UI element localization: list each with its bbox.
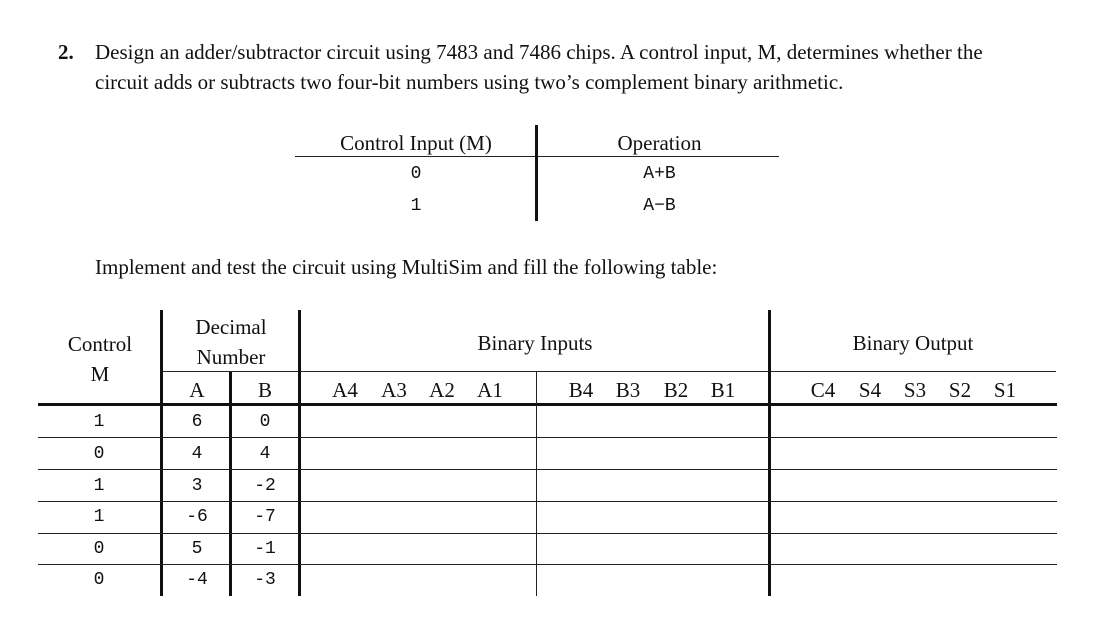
row-4-b: -7 (254, 507, 276, 527)
row-5-m: 0 (93, 539, 105, 559)
header-bottom-rule (38, 403, 1057, 406)
row-4-a: -6 (186, 507, 208, 527)
row-2-b: 4 (259, 444, 271, 464)
bit-b1-header: B1 (710, 378, 736, 402)
control-row-1-m: 0 (410, 164, 422, 184)
operation-header: Operation (617, 131, 702, 155)
binary-inputs-divider (768, 310, 771, 596)
binary-inputs-header: Binary Inputs (477, 331, 593, 355)
bit-b3-header: B3 (615, 378, 641, 402)
row-3-b: -2 (254, 476, 276, 496)
decimal-header: Decimal (195, 315, 267, 339)
row-separator (38, 501, 1057, 502)
row-2-m: 0 (93, 444, 105, 464)
row-6-m: 0 (93, 570, 105, 590)
subheader-rule (163, 371, 1056, 372)
row-2-a: 4 (191, 444, 203, 464)
bit-a3-header: A3 (381, 378, 407, 402)
row-6-b: -3 (254, 570, 276, 590)
control-row-1-op: A+B (643, 164, 676, 184)
row-separator (38, 533, 1057, 534)
row-1-m: 1 (93, 412, 105, 432)
row-6-a: -4 (186, 570, 208, 590)
question-number: 2. (58, 40, 74, 64)
row-3-a: 3 (191, 476, 203, 496)
a-bits-b-bits-divider (536, 372, 537, 596)
bit-a4-header: A4 (332, 378, 358, 402)
bit-b2-header: B2 (663, 378, 689, 402)
bit-b4-header: B4 (568, 378, 594, 402)
bit-c4-header: C4 (810, 378, 836, 402)
row-1-a: 6 (191, 412, 203, 432)
question-text-line2: circuit adds or subtracts two four-bit numbers using two’s complement binary arithmetic. (95, 70, 844, 94)
bit-a1-header: A1 (477, 378, 503, 402)
row-5-a: 5 (191, 539, 203, 559)
control-header-m: M (90, 362, 110, 386)
row-5-b: -1 (254, 539, 276, 559)
bit-s4-header: S4 (858, 378, 882, 402)
bit-s1-header: S1 (993, 378, 1017, 402)
decimal-number-header: Number (196, 345, 266, 369)
row-1-b: 0 (259, 412, 271, 432)
col-b-header: B (257, 378, 272, 402)
binary-output-header: Binary Output (852, 331, 974, 355)
bit-s2-header: S2 (948, 378, 972, 402)
row-4-m: 1 (93, 507, 105, 527)
control-input-header: Control Input (M) (340, 131, 492, 155)
row-separator (38, 564, 1057, 565)
row-3-m: 1 (93, 476, 105, 496)
question-text-line1: Design an adder/subtractor circuit using 7483 and 7486 chips. A control input, M, determines whether the (95, 40, 983, 64)
instruction-text: Implement and test the circuit using MultiSim and fill the following table: (95, 255, 718, 279)
col-a-header: A (189, 378, 205, 402)
row-separator (38, 469, 1057, 470)
control-header: Control (67, 332, 133, 356)
bit-s3-header: S3 (903, 378, 927, 402)
control-table-divider (535, 125, 538, 221)
bit-a2-header: A2 (429, 378, 455, 402)
control-row-2-op: A−B (643, 196, 676, 216)
control-row-2-m: 1 (410, 196, 422, 216)
row-separator (38, 437, 1057, 438)
